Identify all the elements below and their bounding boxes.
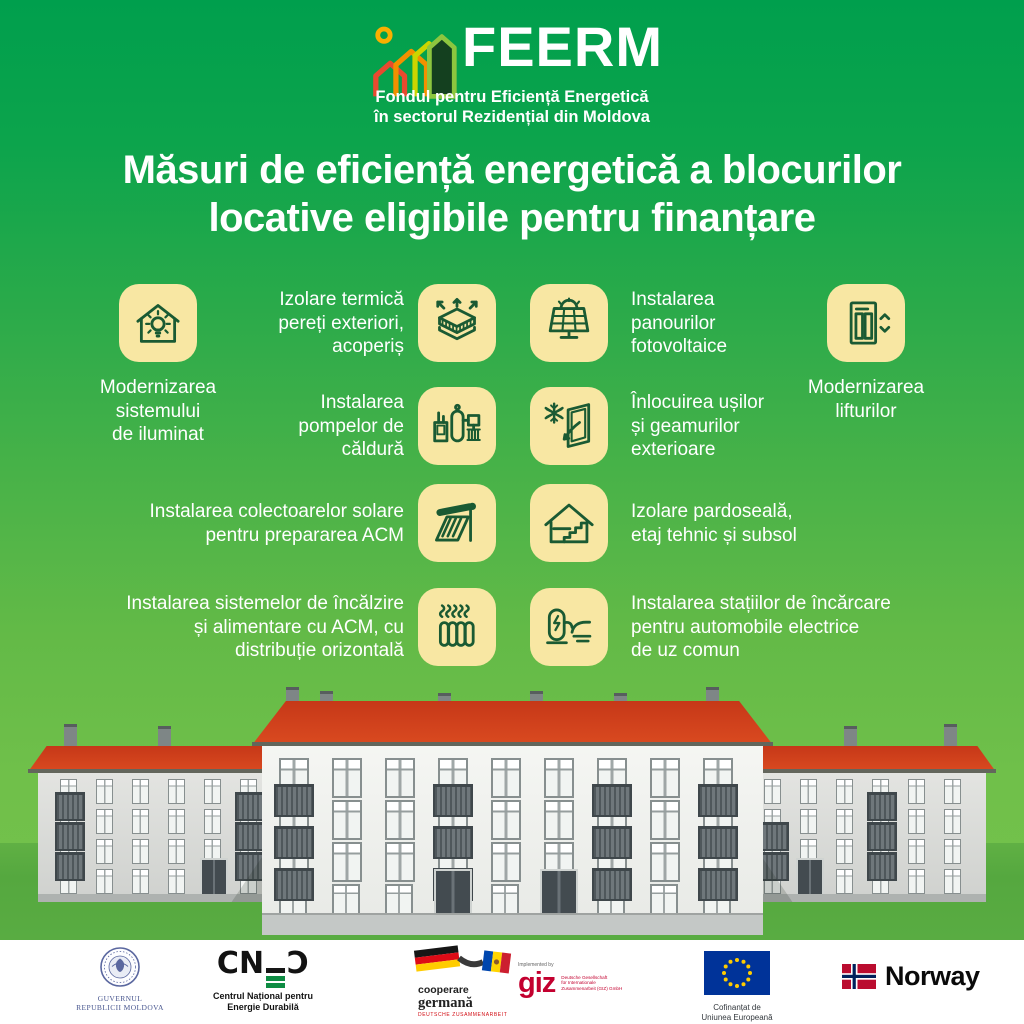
eave <box>624 769 996 773</box>
measure-label-photovoltaic <box>631 288 727 359</box>
cned-caption <box>193 991 333 1013</box>
label-line: de iluminat <box>112 424 204 445</box>
window <box>908 809 925 834</box>
window <box>279 800 309 840</box>
label-line: lifturilor <box>835 400 897 422</box>
window <box>703 800 733 840</box>
caption-line: Centrul Național pentru <box>212 991 313 1001</box>
tile-heating-systems <box>418 588 496 666</box>
window <box>764 779 781 804</box>
label-line: Izolare pardoseală, <box>631 501 793 522</box>
balcony <box>867 792 897 821</box>
label-line: Modernizarea <box>807 377 925 398</box>
eu-caption <box>700 1003 774 1022</box>
logo-subtitle-line: Fondul pentru Eficiență Energetică <box>375 88 649 106</box>
measure-label-doors-windows <box>631 391 764 462</box>
window <box>872 779 889 804</box>
window <box>168 809 185 834</box>
label-line: etaj tehnic și subsol <box>631 524 797 546</box>
elevator-icon <box>838 295 894 351</box>
measure-label-heat-pumps <box>298 391 404 462</box>
caption-line: Deutsche Gesellschaft <box>561 974 608 980</box>
window <box>132 809 149 834</box>
roof <box>28 746 400 772</box>
label-line: fotovoltaice <box>631 336 728 357</box>
chimney <box>64 724 77 749</box>
giz-wordmark: giz <box>518 967 556 999</box>
norway-flag-icon <box>842 964 876 989</box>
giz-description <box>561 975 622 992</box>
giz-implemented-by: Implemented by <box>518 962 554 968</box>
label-line: Instalarea <box>631 289 715 310</box>
chimney <box>690 724 703 749</box>
window <box>692 809 709 834</box>
window <box>204 809 221 834</box>
window <box>650 758 680 798</box>
label-line: Instalarea stațiilor de încărcare <box>631 593 891 614</box>
window <box>872 809 889 834</box>
balcony <box>235 792 265 821</box>
balcony <box>698 784 738 817</box>
roof <box>624 746 996 772</box>
caption-line: für Internationale <box>561 980 596 986</box>
window-snowflake-icon <box>541 398 597 454</box>
moldova-government-logo <box>53 946 187 1012</box>
tile-lighting <box>119 284 197 362</box>
window <box>60 809 77 834</box>
label-line: și alimentare cu ACM, cu <box>193 616 404 638</box>
label-line: exterioare <box>631 439 716 460</box>
window <box>544 758 574 798</box>
label-line: distribuție orizontală <box>235 640 404 661</box>
eu-logo <box>700 951 774 1022</box>
window <box>944 779 961 804</box>
window <box>656 779 673 804</box>
label-line: Instalarea <box>320 392 404 413</box>
tile-photovoltaic <box>530 284 608 362</box>
label-line: acoperiș <box>332 336 404 357</box>
norway-logo <box>842 961 980 992</box>
balcony <box>55 792 85 821</box>
chimney <box>308 724 321 749</box>
moldova-government-seal-icon <box>99 946 141 988</box>
lawn <box>0 843 1024 940</box>
window <box>491 800 521 840</box>
label-line: de uz comun <box>631 640 740 661</box>
measure-label-elevators <box>766 376 966 423</box>
measure-label-heating-systems <box>126 592 404 663</box>
giz-logo <box>518 962 623 999</box>
window <box>276 779 293 804</box>
german-moldovan-ribbon-icon <box>407 944 525 980</box>
tile-heat-pumps <box>418 387 496 465</box>
window <box>650 800 680 840</box>
window <box>240 809 257 834</box>
radiator-icon <box>429 599 485 655</box>
window <box>96 779 113 804</box>
german-cooperation-logo <box>400 944 532 1018</box>
window <box>764 809 781 834</box>
eave <box>28 769 400 773</box>
cned-d: Ɔ <box>287 946 310 981</box>
balcony <box>592 784 632 817</box>
window <box>800 779 817 804</box>
label-line: pompelor de <box>298 415 404 437</box>
chimney <box>320 691 333 720</box>
ev-charging-icon <box>541 599 597 655</box>
window <box>908 779 925 804</box>
label-line: pereți exteriori, <box>278 312 404 334</box>
window <box>96 809 113 834</box>
roof <box>252 701 773 745</box>
window <box>438 758 468 798</box>
logo-acronym: FEERM <box>462 15 663 78</box>
window <box>703 758 733 798</box>
tile-doors-windows <box>530 387 608 465</box>
window <box>597 800 627 840</box>
title-line: Măsuri de eficiență energetică a blocurilor <box>122 148 902 192</box>
label-line: pentru prepararea ACM <box>205 524 404 546</box>
label-line: Instalarea sistemelor de încălzire <box>126 593 404 614</box>
window <box>279 758 309 798</box>
chimney <box>706 687 719 720</box>
chimney <box>844 726 857 749</box>
window <box>692 779 709 804</box>
label-line: Izolare termică <box>279 289 404 310</box>
footer-logos-bar <box>0 940 1024 1024</box>
chimney <box>530 691 543 720</box>
tile-thermal-insulation <box>418 284 496 362</box>
measure-label-thermal-insulation <box>278 288 404 359</box>
window <box>800 809 817 834</box>
window <box>240 779 257 804</box>
window <box>312 779 329 804</box>
chimney <box>614 693 627 720</box>
tile-solar-collectors <box>418 484 496 562</box>
moldova-government-caption <box>53 995 187 1012</box>
title-line: locative eligibile pentru finanțare <box>208 196 816 240</box>
window <box>276 809 293 834</box>
window <box>385 758 415 798</box>
window <box>836 779 853 804</box>
label-line: Instalarea colectoarelor solare <box>149 501 404 522</box>
caption-line: Energie Durabilă <box>227 1002 299 1012</box>
window <box>332 800 362 840</box>
roof-insulation-icon <box>429 295 485 351</box>
cned-wordmark <box>193 946 333 988</box>
window <box>438 800 468 840</box>
caption-line: Zusammenarbeit (GIZ) GmbH <box>561 985 623 991</box>
caption-line: REPUBLICII MOLDOVA <box>76 1002 164 1012</box>
cned-logo <box>193 946 333 1013</box>
window <box>656 809 673 834</box>
cned-e-bars-icon <box>266 968 285 988</box>
window <box>348 809 365 834</box>
heat-pump-icon <box>429 398 485 454</box>
cooperation-word: germană <box>418 995 473 1011</box>
cooperation-tagline: DEUTSCHE ZUSAMMENARBEIT <box>418 1012 508 1018</box>
tile-elevators <box>827 284 905 362</box>
window <box>132 779 149 804</box>
window <box>836 809 853 834</box>
solar-panel-icon <box>541 295 597 351</box>
caption-line: Cofinanțat de <box>713 1003 761 1012</box>
label-line: Modernizarea <box>99 377 217 398</box>
measure-label-floor-insulation <box>631 500 797 547</box>
measure-label-ev-charging <box>631 592 891 663</box>
window <box>491 758 521 798</box>
page-title <box>0 146 1024 242</box>
window <box>332 758 362 798</box>
label-line: sistemului <box>115 400 201 422</box>
chimney <box>286 687 299 720</box>
tile-ev-charging <box>530 588 608 666</box>
cned-cn: CN <box>216 946 265 981</box>
window <box>544 800 574 840</box>
window <box>348 779 365 804</box>
label-line: și geamurilor <box>631 415 740 437</box>
window <box>728 779 745 804</box>
caption-line: Uniunea Europeană <box>701 1012 773 1022</box>
balcony <box>274 784 314 817</box>
window <box>60 779 77 804</box>
window <box>204 779 221 804</box>
label-line: Înlocuirea ușilor <box>631 392 765 413</box>
window <box>728 809 745 834</box>
eave <box>252 742 773 746</box>
caption-line: GUVERNUL <box>97 994 143 1003</box>
cooperation-word: cooperare <box>418 984 469 996</box>
norway-wordmark: Norway <box>885 961 980 991</box>
house-stairs-icon <box>541 495 597 551</box>
tile-floor-insulation <box>530 484 608 562</box>
window <box>168 779 185 804</box>
measure-label-solar-collectors <box>149 500 404 547</box>
logo-subtitle-line: în sectorul Rezidențial din Moldova <box>374 108 650 126</box>
balcony <box>687 792 717 821</box>
label-line: căldură <box>341 439 404 460</box>
house-lightbulb-icon <box>130 295 186 351</box>
logo-subtitle <box>350 87 674 127</box>
solar-collector-icon <box>429 495 485 551</box>
window <box>312 809 329 834</box>
label-line: panourilor <box>631 312 716 334</box>
window <box>385 800 415 840</box>
window <box>944 809 961 834</box>
sun-icon <box>378 29 390 41</box>
chimney <box>944 724 957 749</box>
eu-flag-icon <box>704 951 770 995</box>
balcony <box>433 784 473 817</box>
chimney <box>438 693 451 720</box>
label-line: pentru automobile electrice <box>631 616 860 638</box>
window <box>597 758 627 798</box>
chimney <box>158 726 171 749</box>
measure-label-lighting <box>58 376 258 447</box>
